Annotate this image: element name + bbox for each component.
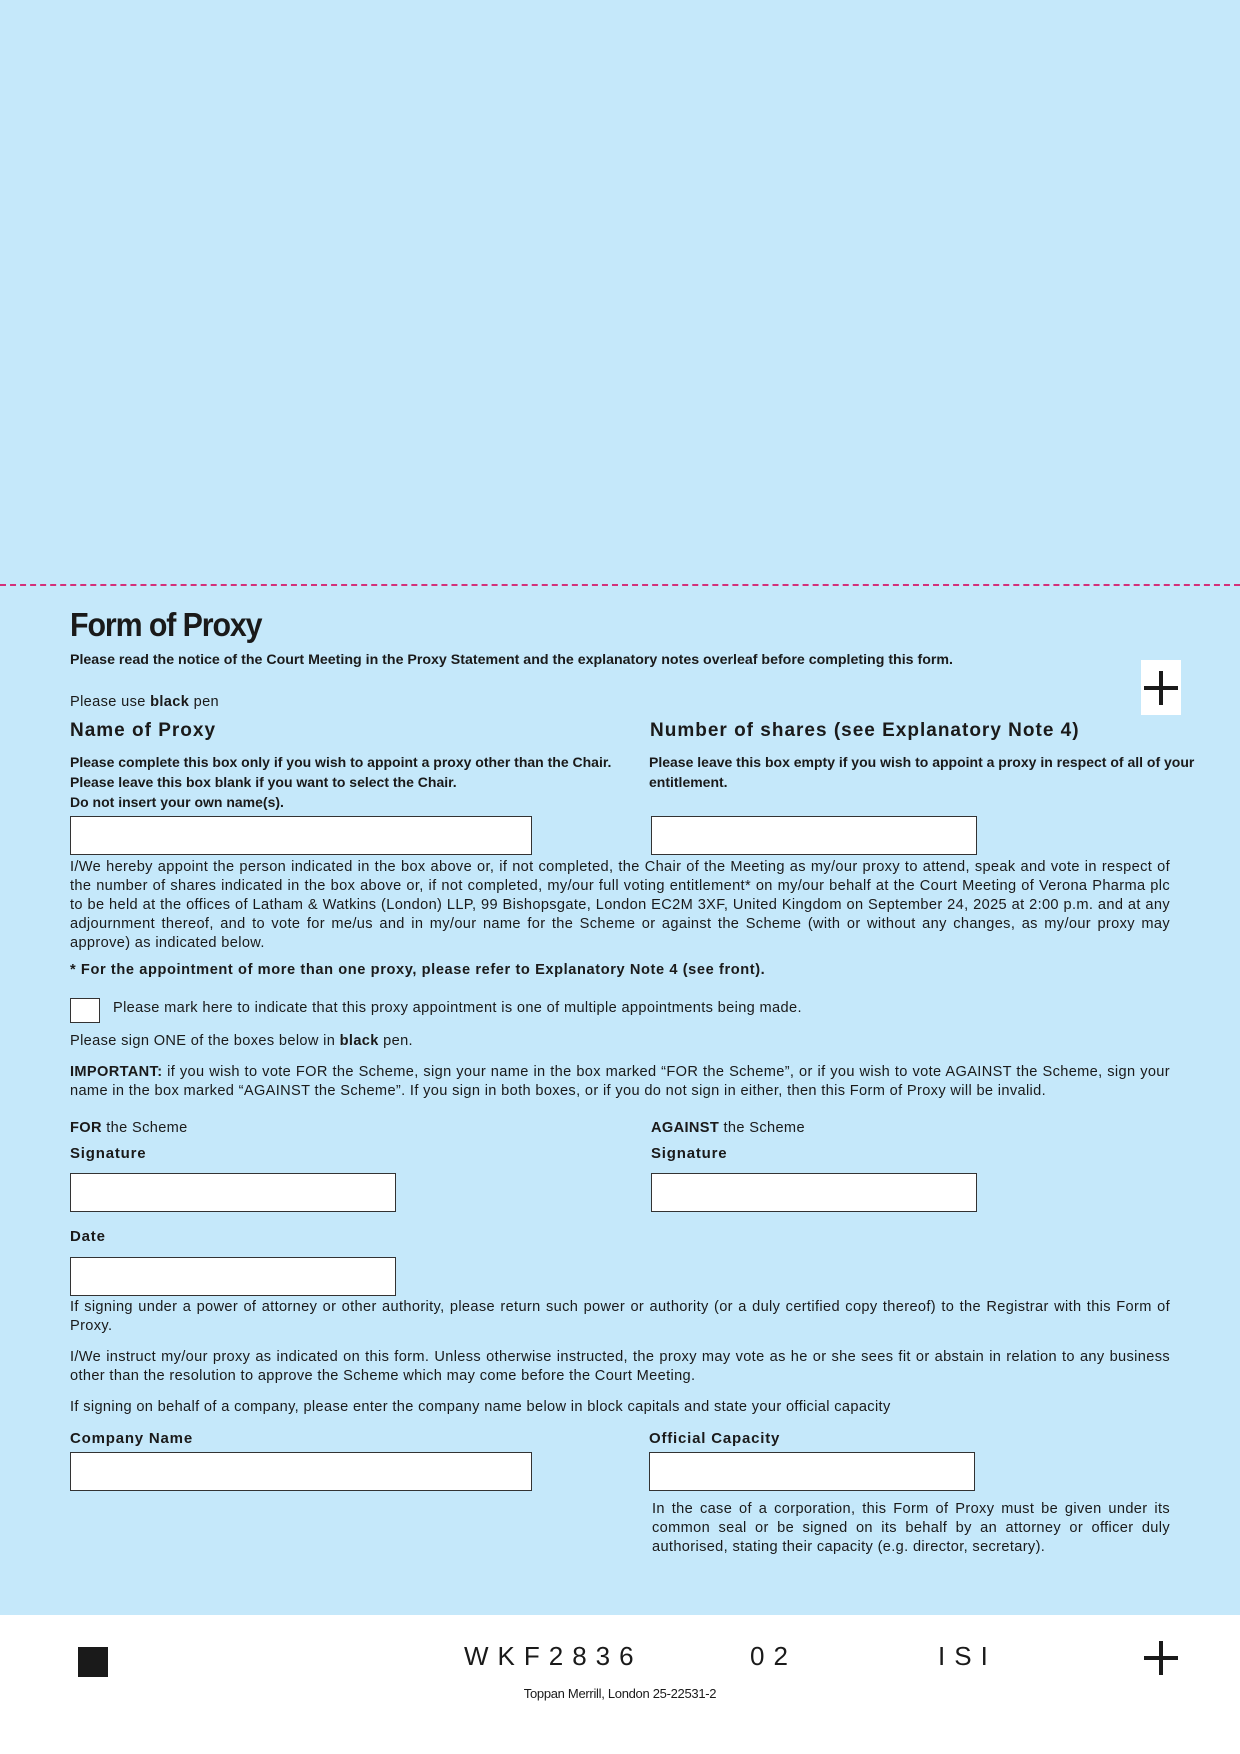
against-scheme-label <box>651 1119 805 1138</box>
footer-plus-icon <box>1142 1639 1180 1677</box>
proxy-name-notes <box>70 752 611 812</box>
footer-code-1: WKF2836 <box>464 1641 643 1671</box>
registration-mark-box <box>1141 660 1181 715</box>
sign-bold: black <box>339 1033 379 1049</box>
multiple-proxy-note: * For the appointment of more than one proxy, please refer to Explanatory Note 4 (see front). <box>70 962 766 978</box>
footer-code-3: ISI <box>938 1641 997 1671</box>
pen-suffix: pen <box>189 694 220 710</box>
appointment-text: I/We hereby appoint the person indicated in the box above or, if not completed, the Chair of the Meeting as my/our proxy to attend, speak and vote in respect of the number of shares indicated in the box above or, if not completed, my/our full voting entitlement* on my/our behalf at the Court Meeting of Verona Pharma plc to be held at the offices of Latham & Watkins (London) LLP, 99 Bishopsgate, London EC2M 3XF, United Kingdom on September 24, 2025 at 2:00 p.m. and at any adjournment thereof, and to vote for me/us and in my/our name for the Scheme or against the Scheme (with or without any changes, as my/our proxy may approve) as indicated below. <box>70 859 1170 951</box>
intro-text: Please read the notice of the Court Meeting in the Proxy Statement and the explanatory notes overleaf before completing this form. <box>70 652 953 668</box>
registration-square <box>78 1647 108 1677</box>
proxy-name-field[interactable] <box>70 816 532 855</box>
footer-code-2: 02 <box>750 1641 797 1671</box>
shares-field[interactable] <box>651 816 977 855</box>
date-label: Date <box>70 1228 106 1245</box>
proxy-note-1: Please complete this box only if you wish to appoint a proxy other than the Chair. <box>70 754 612 770</box>
proxy-note-2: Please leave this box blank if you want to select the Chair. <box>70 774 457 790</box>
corporation-note: In the case of a corporation, this Form of Proxy must be given under its common seal or be signed on its behalf by an attorney or officer duly authorised, stating their capacity (e.g. director, secretary). <box>652 1501 1170 1555</box>
for-scheme-label <box>70 1119 188 1138</box>
important-text <box>70 1063 1170 1101</box>
printer-credit: Toppan Merrill, London 25-22531-2 <box>523 1686 717 1701</box>
for-bold: FOR <box>70 1120 102 1136</box>
company-name-field[interactable] <box>70 1452 532 1491</box>
against-signature-field[interactable] <box>651 1173 977 1212</box>
page-title: Form of Proxy <box>70 606 262 643</box>
sign-instruction <box>70 1032 413 1051</box>
important-body: if you wish to vote FOR the Scheme, sign your name in the box marked “FOR the Scheme”, or if you wish to vote AGAINST the Scheme, sign your name in the box marked “AGAINST the Scheme”. If you sign in both boxes, or if you do not sign in either, then this Form of Proxy will be invalid. <box>70 1064 1170 1099</box>
sign-suffix: pen. <box>378 1033 413 1049</box>
pen-instruction <box>70 693 219 712</box>
shares-note-2: entitlement. <box>649 774 728 790</box>
important-label: IMPORTANT: <box>70 1064 163 1080</box>
multiple-appointments-label: Please mark here to indicate that this proxy appointment is one of multiple appointments being made. <box>113 1000 802 1016</box>
official-capacity-label: Official Capacity <box>649 1430 781 1447</box>
cut-line <box>0 584 1240 586</box>
for-rest: the Scheme <box>101 1120 188 1136</box>
official-capacity-field[interactable] <box>649 1452 975 1491</box>
against-signature-label: Signature <box>651 1145 728 1162</box>
attorney-text: If signing under a power of attorney or other authority, please return such power or authority (or a duly certified copy thereof) to the Registrar with this Form of Proxy. <box>70 1299 1170 1334</box>
shares-note-1: Please leave this box empty if you wish to appoint a proxy in respect of all of your <box>649 754 1195 770</box>
for-signature-label: Signature <box>70 1145 147 1162</box>
shares-notes <box>649 752 1194 792</box>
proxy-name-heading: Name of Proxy <box>70 720 217 741</box>
proxy-note-3: Do not insert your own name(s). <box>70 794 284 810</box>
pen-bold: black <box>150 694 190 710</box>
instruct-text: I/We instruct my/our proxy as indicated on this form. Unless otherwise instructed, the proxy may vote as he or she sees fit or abstain in relation to any business other than the resolution to approve the Scheme which may come before the Court Meeting. <box>70 1349 1170 1384</box>
company-intro: If signing on behalf of a company, please enter the company name below in block capitals and state your official capacity <box>70 1399 891 1415</box>
against-bold: AGAINST <box>651 1120 720 1136</box>
pen-prefix: Please use <box>70 694 151 710</box>
multiple-appointments-checkbox[interactable] <box>70 998 100 1023</box>
for-signature-field[interactable] <box>70 1173 396 1212</box>
shares-heading: Number of shares (see Explanatory Note 4) <box>650 720 1080 741</box>
against-rest: the Scheme <box>719 1120 805 1136</box>
date-field[interactable] <box>70 1257 396 1296</box>
plus-icon <box>1142 669 1180 707</box>
company-name-label: Company Name <box>70 1430 193 1447</box>
sign-prefix: Please sign ONE of the boxes below in <box>70 1033 340 1049</box>
